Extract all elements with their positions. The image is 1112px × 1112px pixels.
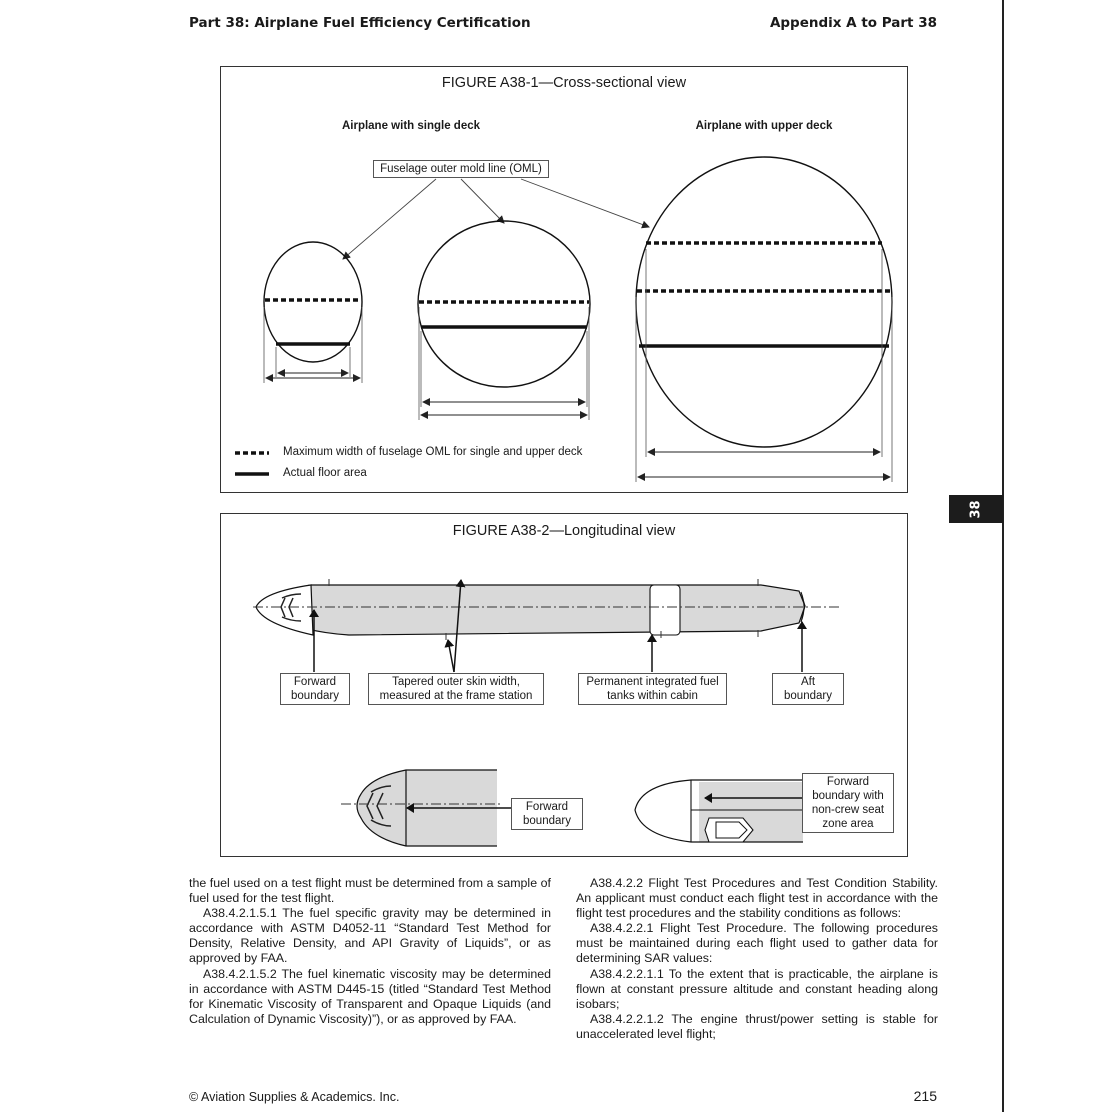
callout-forward-boundary: Forward boundary [280, 673, 350, 705]
oml-callout: Fuselage outer mold line (OML) [373, 160, 549, 178]
paragraph: the fuel used on a test flight must be determined from a sample of fuel used for the test flight. [189, 876, 551, 906]
paragraph: A38.4.2.2.1.1 To the extent that is practicable, the airplane is flown at constant pressure altitude and constant heading along isobars; [576, 966, 938, 1011]
label-upper-deck: Airplane with upper deck [695, 120, 833, 132]
paragraph: A38.4.2.2.1.2 The engine thrust/power setting is stable for unaccelerated level flight; [576, 1011, 938, 1041]
single-deck-large-section [418, 221, 590, 420]
copyright-footer: © Aviation Supplies & Academics. Inc. [189, 1090, 400, 1104]
detail-forward-boundary: Forward boundary [511, 798, 583, 830]
single-deck-small-section [264, 242, 362, 383]
figure-a38-2-title: FIGURE A38-2—Longitudinal view [452, 523, 676, 539]
figure-longitudinal-view [220, 513, 908, 857]
callout-aft-boundary: Aft boundary [772, 673, 844, 705]
paragraph: A38.4.2.1.5.1 The fuel specific gravity may be determined in accordance with ASTM D4052-11 “Standard Test Method for Density, Relative Density, and API Gravity of Liquids”, or as approved by FAA. [189, 906, 551, 966]
section-tab: 38 [949, 495, 1003, 523]
label-single-deck: Airplane with single deck [341, 120, 481, 132]
body-column-left [189, 876, 551, 1027]
running-header-section: Appendix A to Part 38 [769, 15, 937, 31]
body-column-right [576, 876, 938, 1042]
paragraph: A38.4.2.2.1 Flight Test Procedure. The following procedures must be maintained during each flight used to gather data for determining SAR values: [576, 921, 938, 966]
fuselage-side-view [253, 579, 841, 640]
page-number: 215 [913, 1088, 937, 1104]
detail-non-crew-boundary: Forward boundary with non-crew seat zone area [802, 773, 894, 833]
callout-tapered-skin: Tapered outer skin width, measured at the frame station [368, 673, 544, 705]
oml-leader-lines [343, 179, 649, 259]
figure-cross-sectional-view [220, 66, 908, 493]
cabin-detail-view [635, 780, 803, 842]
upper-deck-section [636, 157, 892, 482]
callout-fuel-tanks: Permanent integrated fuel tanks within cabin [578, 673, 727, 705]
legend-solid-label: Actual floor area [283, 467, 367, 479]
page-edge [1002, 0, 1004, 1112]
paragraph: A38.4.2.2 Flight Test Procedures and Test Condition Stability. An applicant must conduct each flight test in accordance with the flight test procedures and the stability conditions as follows: [576, 876, 938, 921]
running-header-title: Part 38: Airplane Fuel Efficiency Certification [189, 15, 531, 31]
nose-detail-view [341, 770, 511, 846]
figure-a38-1-title: FIGURE A38-1—Cross-sectional view [441, 75, 687, 91]
legend-dashed-label: Maximum width of fuselage OML for single and upper deck [283, 446, 583, 458]
paragraph: A38.4.2.1.5.2 The fuel kinematic viscosity may be determined in accordance with ASTM D445-15 (titled “Standard Test Method for Kinematic Viscosity of Transparent and Opaque Liquids (and Calculation of Dynamic Viscosity)”), or as approved by FAA. [189, 966, 551, 1026]
